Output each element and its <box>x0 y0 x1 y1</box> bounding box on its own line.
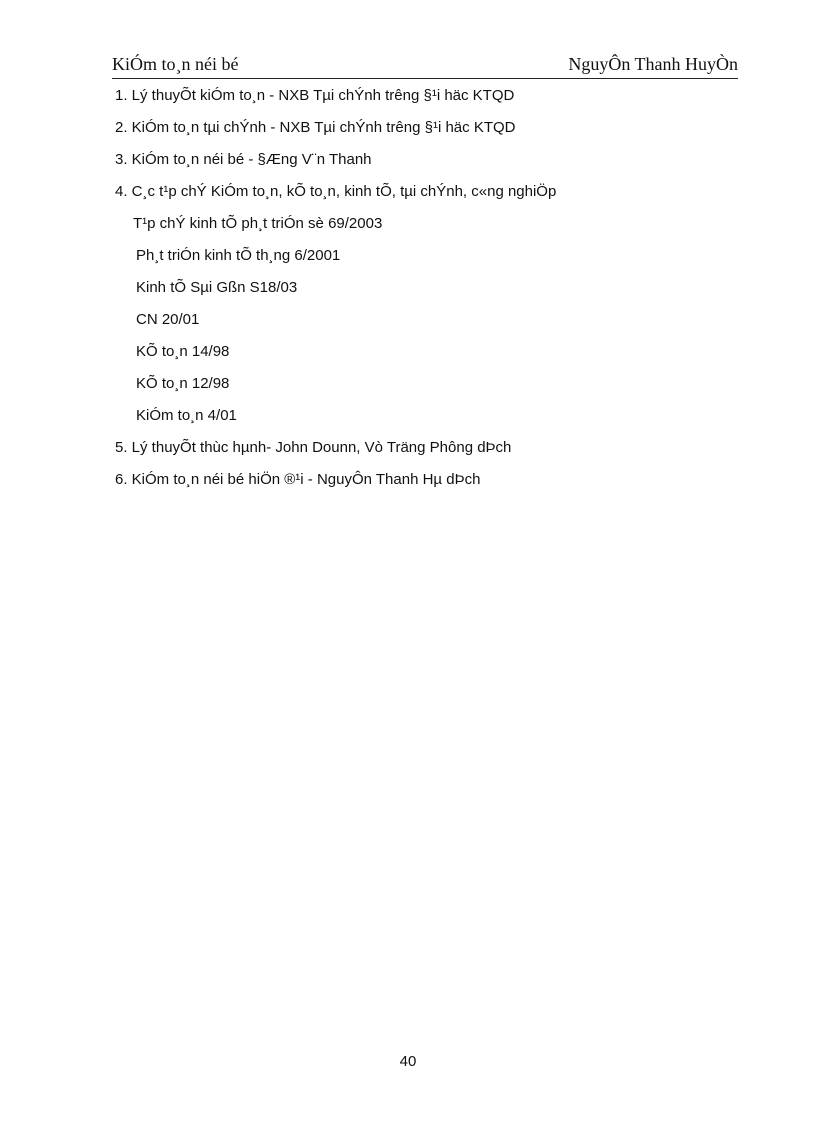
reference-item: 4. C¸c t¹p chÝ KiÓm to¸n, kÕ to¸n, kinh tÕ, tµi chÝnh, c«ng nghiÖp <box>115 183 557 200</box>
reference-subitem: Kinh tÕ Sµi Gßn S18/03 <box>136 279 298 296</box>
reference-subitem: Ph¸t triÓn kinh tÕ th¸ng 6/2001 <box>136 247 341 264</box>
header-title: KiÓm to¸n néi bé <box>112 54 239 74</box>
reference-item: 5. Lý thuyÕt thùc hµnh- John Dounn, Vò Träng Phông dÞch <box>115 439 512 456</box>
reference-list <box>115 80 755 496</box>
header-author: NguyÔn Thanh HuyÒn <box>568 54 738 74</box>
reference-subitem: KÕ to¸n 14/98 <box>136 343 230 360</box>
reference-subitem: CN 20/01 <box>136 311 200 328</box>
reference-subitem: KiÓm to¸n 4/01 <box>136 407 237 424</box>
page-number: 40 <box>399 1053 417 1070</box>
reference-item: 2. KiÓm to¸n tµi chÝnh - NXB Tµi chÝnh trêng §¹i häc KTQD <box>115 119 516 136</box>
page-header <box>112 52 738 79</box>
reference-item: 6. KiÓm to¸n néi bé hiÖn ®¹i - NguyÔn Thanh Hµ dÞch <box>115 471 481 488</box>
reference-subitem: T¹p chÝ kinh tÕ ph¸t triÓn sè 69/2003 <box>133 215 383 232</box>
reference-subitem: KÕ to¸n 12/98 <box>136 375 230 392</box>
reference-item: 1. Lý thuyÕt kiÓm to¸n - NXB Tµi chÝnh trêng §¹i häc KTQD <box>115 87 515 104</box>
reference-item: 3. KiÓm to¸n néi bé - §Æng V¨n Thanh <box>115 151 372 168</box>
